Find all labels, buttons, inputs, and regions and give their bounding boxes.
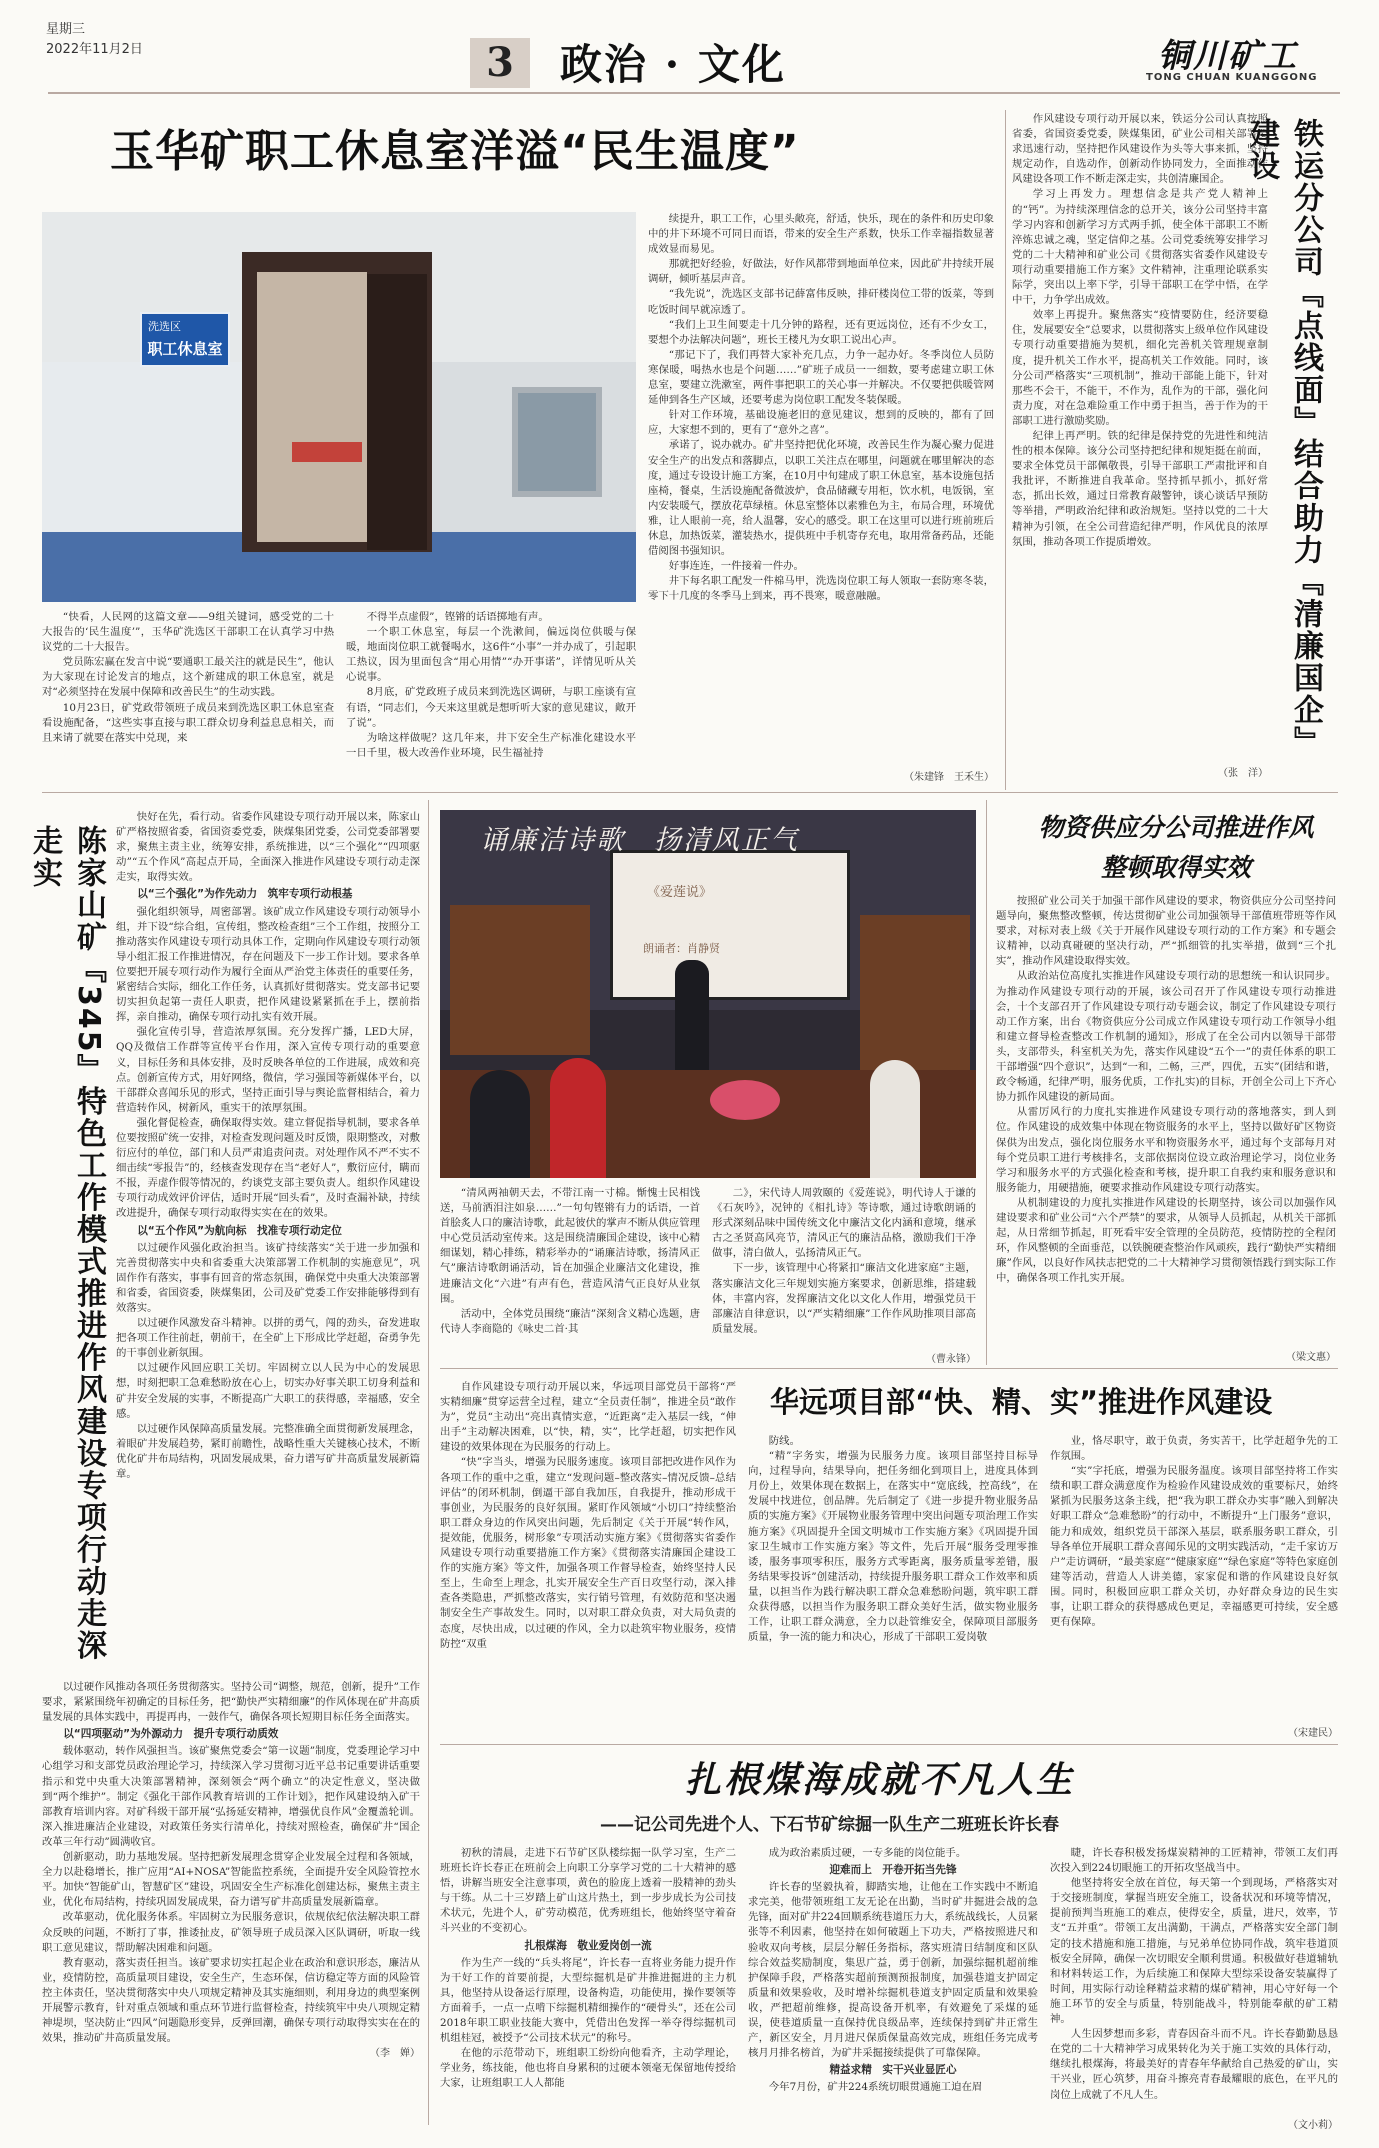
a2-author: （张 洋）	[1218, 768, 1268, 779]
a7-title: 扎根煤海成就不凡人生	[684, 1760, 1075, 1801]
a3-title: 陈家山矿『345』特色工作模式推进作风建设专项行动走深走实	[27, 825, 106, 1662]
a7-col2	[748, 1846, 1038, 2126]
a3-subhead-2: 以“五个作风”为航向标 找准专项行动定位	[137, 1224, 342, 1237]
a1-col2-para: 8月底，矿党政班子成员来到洗选区调研，与职工座谈有宣有语，“同志们，今天来这里就是想听听大家的意见建议，敞开了说”。	[346, 686, 636, 729]
a7-col3	[1050, 1846, 1338, 2114]
a3-para: 以过硬作风强化政治担当。该矿持续落实“关于进一步加强和完善贯彻落实中央和省委重大决策部署工作机制的实施意见”，巩固作作有落实，事事有回音的常态氛围，确保党中央重大决策部署和省委，省国资委，陕煤集团，公司及矿党委工作安排能够得到有效落实。	[116, 1241, 420, 1314]
a1-photo-sign-line1: 洗选区	[148, 320, 181, 333]
a7-col1	[440, 1846, 736, 2126]
a1-col3-para: 承诺了，说办就办。矿井坚持把优化环境，改善民生作为凝心聚力促进安全生产的出发点和落脚点，以职工关注点在哪里，问题就在哪里解决的态度，通过专设设计施工方案，在10月中旬建成了职工休息室，基本设施包括座椅，餐桌，生活设施配备微波炉，食品储藏专用柜，饮水机，电饭锅，室内安装暖气，摆放花草绿植。休息室整体以素雅色为主，布局合理，环境优雅，让人眼前一亮，给人温馨，安心的感受。职工在这里可以进行班前班后休息，加热饭菜，灌装热水，提供班中手机寄存充电，取用常备药品，还能借阅图书强知识。	[648, 439, 994, 558]
a1-col3-para: 好事连连，一件接着一件办。	[668, 560, 804, 573]
a6-col2-para: “精”字务实，增强为民服务力度。该项目部坚持目标导向，过程导向，结果导向，把任务细化到项目上，进度具体到月份上，效果体现在数据上，在落实中“宽底线，控高线”，在发展中找进位，创品牌。先后制定了《进一步提升物业服务品质的实施方案》《开展物业服务管理中突出问题专项治理工作实施方案》《巩固提升全国文明城市工作实施方案》《巩固提升国家卫生城市工作实施方案》等文件，先后开展“服务受理零推诿，服务事项零积压，服务方式零距离，服务质量零差错，服务结果零投诉”创建活动，持续提升服务职工群众工作效率和质量，以担当作为践行解决职工群众急难愁盼问题，筑牢职工群众获得感，以担当作为服务职工群众美好生活，做实物业服务工作，让职工群众满意，全力以赴管维安全，保障项目部服务质量，争一流的能力和决心，形成了干部职工爱岗敬	[748, 1450, 1038, 1644]
a1-col3	[648, 212, 994, 767]
a3-col-bottom	[42, 1680, 420, 2120]
a5-para: 从机制建设的力度扎实推进作风建设的长期坚持，该公司以加强作风建设要求和矿业公司“六个严禁”的要求，从领导人员抓起，从机关干部抓起，从日常细节抓起，盯死看牢安全管理的全员防范，疫情防控的全程闭环，作风整顿的全面垂范，以铁腕硬查整治作风顽疾，践行“勤快严实精细廉”作风，以良好作风扶志把党的二十大精神学习贯彻领悟践行到实际工作中，确保各项工作扎实开展。	[996, 1196, 1336, 1285]
a3-para: 以过硬作风保障高质量发展。完整准确全面贯彻新发展理念，着眼矿井发展趋势，紧盯前瞻性，战略性重大关键核心技术，不断优化矿井布局结构，巩固发展成果，奋力谱写矿井高质量发展新篇章。	[116, 1422, 420, 1481]
a4-photo-speaker	[675, 960, 709, 1070]
a7-col3-para: 睫，许长春积极发扬煤炭精神的工匠精神，带领工友们再次投入到224切眼施工的开拓攻坚战当中。	[1050, 1847, 1338, 1875]
a4-photo-flowers	[710, 1080, 780, 1120]
mid-rule-3	[440, 1744, 1338, 1745]
a2-divider	[1005, 110, 1006, 790]
a5-para: 按照矿业公司关于加强干部作风建设的要求，物资供应分公司坚持问题导向，聚焦整改整顿，传达贯彻矿业公司加强领导干部值班带班等作风要求，对标对表上级《关于开展作风建设专项行动的工作方案》和专题会议精神，以动真碰硬的坚决行动，严“抓细管的扎实举措，做到“三个扎实”，推动作风建设取得实效。	[996, 895, 1336, 968]
a1-col3-para: “我先说”，洗选区支部书记薛富伟反映，排矸楼岗位工带的饭菜，等到吃饭时间早就凉透了。	[648, 288, 994, 316]
a3-col-top	[116, 810, 420, 1675]
a1-photo-door-interior	[257, 272, 367, 542]
a2-body	[1012, 112, 1268, 780]
paper-pinyin: TONG CHUAN KUANGGONG	[1146, 72, 1318, 83]
a3-lead: 快好在先，看行动。省委作风建设专项行动开展以来，陈家山矿严格按照省委，省国资委党委，陕煤集团党委，公司党委部署要求，聚焦主责主业，统筹安排，系统推进，以“三个强化”“四项驱动”“五个作风”高起点开局，全面深入推进作风建设专项行动走深走实，取得实效。	[116, 811, 420, 884]
a7-subtitle: ——记公司先进个人、下石节矿综掘一队生产二班班长许长春	[600, 1815, 1059, 1835]
a2-para: 纪律上再严明。铁的纪律是保持党的先进性和纯洁性的根本保障。该分公司坚持把纪律和规矩挺在前面，要求全体党员干部佩敬畏，引导干部职工严肃批评和自我批评，不断推进自我革命。坚持抓早抓小，抓好常态，抓出长效，通过日常教育敲警钟，谈心谈话早预防等举措，严明政治纪律和政治规矩。坚持以党的二十大精神为引领，在全公司营造纪律严明，作风优良的浓厚氛围，推动各项工作提质增效。	[1012, 429, 1268, 548]
a4-photo-audience-2	[550, 1058, 606, 1178]
a7-subhead-2: 扎根煤海 敬业爱岗创一流	[524, 1939, 652, 1952]
page-header	[0, 0, 1379, 100]
a4-screen-sub: 朗诵者：肖静贤	[643, 942, 720, 955]
a6-col3-para: “实”字托底，增强为民服务温度。该项目部坚持将工作实绩和职工群众满意度作为检验作风建设成效的重要标尺，始终紧抓为民服务这条主线，把“我为职工群众办实事”融入到解决好职工群众“急难愁盼”的行动中，不断提升“上门服务”意识，能力和成效，组织党员干部深入基层，联系服务职工群众，引导各单位开展职工群众喜闻乐见的文明实践活动，“走千家访万户”走访调研，“最美家庭”“健康家庭”“绿色家庭”等特色家庭创建等活动，营造人人讲美德，家家促和谐的作风建设良好氛围。同时，积极回应职工群众关切，办好群众身边的民生实事，让职工群众的获得感成色更足，幸福感更可持续，安全感更有保障。	[1050, 1465, 1338, 1629]
a5-para: 从政治站位高度扎实推进作风建设专项行动的思想统一和认识同步。为推动作风建设专项行动的开展，该公司召开了作风建设专项行动推进会，十个支部召开了作风建设专项行动专题会议，制定了作风建设专项行动工作方案，出台《物资供应分公司成立作风建设专项行动工作领导小组和建立督导检查整改工作机制的通知》，形成了在全公司内以领导干部带头，支部带头，科室机关为先，落实作风建设“五个一”的责任体系的职工干部增强“四个意识”，达到“一和，二畅，三严，四优，五实”(团结和谐，政令畅通，纪律严明，服务优质，工作扎实)的目标，开创全公司上下齐心协力抓作风建设的新局面。	[996, 970, 1336, 1104]
a4-screen-title: 《爱莲说》	[647, 885, 713, 900]
a4-col1-para: 活动中，全体党员围绕“廉洁”深刻含义精心选题，唐代诗人李商隐的《咏史二首·其	[440, 1307, 701, 1335]
a1-col3-para: 续提升，职工工作，心里头敞亮，舒适，快乐，现在的条件和历史印象中的井下环境不可同日而语，带来的安全生产系数，快乐工作幸福指数显著成效显而易见。	[648, 213, 994, 256]
a1-col3-para: 针对工作环境，基础设施老旧的意见建议，想到的反映的，都有了回应，大家想不到的，更有了“意外之喜”。	[648, 409, 994, 437]
a7-subhead-1: 迎难而上 开卷开拓当先锋	[829, 1864, 957, 1877]
a4-photo-audience-1	[470, 1070, 530, 1178]
a7-col2-para: 今年7月份，矿井224系统切眼贯通施工迫在眉	[768, 2081, 983, 2094]
a7-subhead-3: 精益求精 实干兴业显匠心	[829, 2064, 957, 2077]
a6-col1	[440, 1380, 736, 1740]
a6-col2-para: 防线。	[768, 1435, 800, 1447]
a1-col2-para: 一个职工休息室，每层一个洗漱间，偏远岗位供暖与保暖，地面岗位职工就餐喝水，这6件“小事”一并办成了，引起职工热议，因为里面包含“用心用情”“办开事诺”，详情见听从关心说事。	[346, 626, 636, 684]
a2-para: 学习上再发力。理想信念是共产党人精神上的“钙”。为持续深理信念的总开关，该分公司坚持丰富学习内容和创新学习方式两手抓，使全体干部职工不断淬炼忠诚之魂，坚定信仰之基。公司党委统筹安排学习党的二十大精神和矿业公司《贯彻落实省委作风建设专项行动重要措施工作方案》文件精神，注重理论联系实际学，突出以上率下学，引导干部职工在学中悟，在学中干，力争学出成效。	[1012, 188, 1268, 307]
a7-col3-para: 人生因梦想而多彩，青春因奋斗而不凡。许长春勤勤恳恳在党的二十大精神学习成果转化为关于施工实效的具体行动，继续扎根煤海，将最美好的青春年华献给自己热爱的矿山，实干兴业，匠心筑梦，用奋斗擦亮青春最耀眼的底色，在平凡的岗位上成就了不凡人生。	[1050, 2028, 1338, 2101]
a1-photo-window	[512, 387, 602, 497]
a1-photo-sign-line2: 职工休息室	[147, 340, 223, 358]
a4-col2	[712, 1186, 976, 1356]
a3-para: 创新驱动，助力基地发展。坚持把新发展理念贯穿企业发展全过程和各领域，全力以赴稳增长，推广应用“AI+NOSA”智能监控系统，全面提升安全风险管控水平。加快“智能矿山，智慧矿区”建设，巩固安全生产标准化创建达标，聚焦主责主业，优化布局结构，持续巩固发展成果，奋力谱写矿井高质量发展新篇章。	[42, 1851, 420, 1909]
a4-photo-screen	[610, 850, 850, 1000]
a3-para: 改革驱动，优化服务体系。牢固树立为民服务意识，依规依纪依法解决职工群众反映的问题，不断打了事，推诿扯皮，矿领导班子成员深入区队调研，听取一线职工意见建议，帮助解决困难和问题。	[42, 1911, 420, 1954]
a1-col1	[42, 610, 334, 780]
a7-col2-para: 许长春的坚毅执着，脚踏实地，让他在工作实践中不断追求完美，他带领班组工友无论在出勤，当时矿井掘进会战的急先锋，面对矿井224回顺系统巷道压力大，系统战线长，人员紧张等不利因素，他坚持在如何破题上下功夫，严格按照进尺和验收双向考核，层层分解任务指标，落实班清日结制度和区队综合效益奖励制度，集思广益，勇于创新，加强综掘机超前维护保障手段，严格落实超前预测预报制度，加强巷道支护固定质量和效果验收，及时增补综掘机巷道支护固定质量和效果验收，严把超前维修，提高设备开机率，有效避免了采煤的延误，使巷道质量一直保持优良级品率，连续保持到矿井正常生产，新区安全，月月进尺保质保量高效完成，班组任务完成考核月月排名榜首，为矿井采掘接续提供了可靠保障。	[748, 1881, 1038, 2060]
mid-rule-2	[440, 1368, 1338, 1369]
a1-author: （朱建锋 王禾生）	[904, 772, 994, 783]
a5-author: （梁文惠）	[1286, 1352, 1336, 1363]
a6-author: （宋建民）	[1288, 1728, 1338, 1739]
a1-photo-sign	[140, 312, 230, 367]
a4-photo	[440, 810, 976, 1178]
a6-col2	[748, 1434, 1038, 1734]
a1-col3-para: 井下每名职工配发一件棉马甲，洗选岗位职工每人领取一套防寒冬装，零下十几度的冬季马上到来，再不畏寒，暖意融融。	[648, 575, 994, 603]
a1-col3-para: “我们上卫生间要走十几分钟的路程，还有更远岗位，还有不少女工，要想个办法解决问题”，班长王楼凡为女职工说出心声。	[648, 318, 994, 346]
page-number-text: 3	[486, 39, 514, 86]
a3-para: 以过硬作风激发奋斗精神。以拼的勇气，闯的劲头，奋发进取把各项工作往前赶，朝前干，在全矿上下形成比学赶超，奋勇争先的干事创业新氛围。	[116, 1317, 420, 1360]
a1-col2-para: 不得半点虚假”，铿锵的话语掷地有声。	[366, 611, 549, 623]
a1-col2-para: 为啥这样做呢？这几年来，井下安全生产标准化建设水平一日千里，极大改善作业环境，民生福祉持	[346, 731, 636, 759]
a7-col1-para: 作为生产一线的“兵头将尾”，许长春一直将业务能力提升作为干好工作的首要前提，大型综掘机是矿井推进掘进的主力机具，他坚持从设备运行原理，设备构造，功能使用，操作要领等方面着手，一点一点啃下综掘机精细操作的“硬骨头”，还在公司2018年职工职业技能大赛中，凭借出色发挥一举夺得综掘机司机组桂冠，被授予“公司技术状元”的称号。	[440, 1956, 736, 2045]
a6-col1-para: 自作风建设专项行动开展以来，华远项目部党员干部将“严实精细廉”贯穿运营全过程，建立“全员责任制”，推进全员“敢作为”，党员“主动出“亮出真情实意，“近距离”走入基层一线，“伸出手”主动解决困难，以“快，精，实”，比学赶超，切实把作风建设的效果体现在为民服务的行动上。	[440, 1381, 736, 1454]
a4-photo-shelf-left	[450, 905, 590, 1055]
a5-para: 从雷厉风行的力度扎实推进作风建设专项行动的落地落实，到人到位。作风建设的成效集中体现在物资服务的水平上，坚持以做好矿区物资保供为出发点，强化岗位服务水平和物资服务水平，通过每个支部每月对每个党员职工进行考核排名，支部依据岗位设立政治理论学习，岗位业务学习和服务水平的方式强化检查和考核，提升职工自我约束和服务意识和服务能力，用硬措施，硬要求推动作风建设专项行动落实。	[996, 1106, 1336, 1194]
a7-col2-para: 成为政治素质过硬，一专多能的岗位能手。	[768, 1847, 967, 1859]
a2-title: 铁运分公司『点线面』结合助力『清廉国企』建设	[1244, 118, 1323, 758]
issue-date: 2022年11月2日	[46, 42, 143, 57]
mid-rule-1	[42, 792, 1338, 793]
a4-author: （曹永锋）	[926, 1354, 976, 1365]
a4-col1-para: “清风两袖朝天去，不带江南一寸棉。惭愧士民相饯送，马前洒泪注如泉……”一句句铿锵有力的话语，一首首脍炙人口的廉洁诗歌，此起彼伏的掌声不断从供应管理中心党员活动室传来。这是围绕清廉国企建设，该中心精细谋划，精心排练，精彩举办的“诵廉洁诗歌，扬清风正气”廉洁诗歌朗诵活动，旨在加强企业廉洁文化建设，推进廉洁文化“六进”有声有色，营造风清气正良好从业氛围。	[440, 1187, 700, 1305]
a3-author: （李 婵）	[370, 2048, 420, 2060]
a4-col2-para: 下一步，该管理中心将紧扣“廉洁文化进家庭”主题，落实廉洁文化三年规划实施方案要求，创新思维，搭建载体，丰富内容，发挥廉洁文化以文化人作用，增强党员干部廉洁自律意识，以“严实精细廉”工作作风助推项目部高质量发展。	[712, 1262, 976, 1335]
paper-name: 铜川矿工	[1158, 36, 1298, 75]
a4-photo-banner: 诵廉洁诗歌 扬清风正气	[480, 825, 799, 856]
a2-para: 作风建设专项行动开展以来，铁运分公司认真按照省委，省国资委党委，陕煤集团，矿业公司相关部署要求迅速行动，坚持把作风建设作为头等大事来抓，坚持规定动作，自选动作，创新动作协同发力，全面推动作风建设各项工作不断走深走实，共创清廉国企。	[1012, 113, 1268, 186]
a3-para: 强化督促检查，确保取得实效。建立督促指导机制，要求各单位要按照矿统一安排，对检查发现问题及时反馈，限期整改，对敷衍应付的单位，部门和人员严肃追责问责。对处理作风不严不实不细击续“零报告”的，经核查发现存在当“老好人”，敷衍应付，瞒而不报，弄虚作假等情况的，约谈党支部主要负责人。组织作风建设专项行动成效评价评估，适时开展“回头看”，及时查漏补缺，持续改进提升，确保专项行动取得实实在在的效果。	[116, 1116, 420, 1220]
a1-photo-door-open	[367, 274, 427, 550]
a3-para: 以过硬作风推动各项任务贯彻落实。坚持公司“调整，规范，创新，提升”工作要求，紧紧围绕年初确定的目标任务，把“勤快严实精细廉”的作风体现在矿井高质量发展的具体实践中，再提再冉，一鼓作气，确保各项长短期目标任务全面落实。	[42, 1681, 420, 1724]
a6-col3	[1050, 1434, 1338, 1724]
a6-col1-para: “快”字当头，增强为民服务速度。该项目部把改进作风作为各项工作的重中之重，建立“发现问题–整改落实–情况反馈–总结评估”的闭环机制，倒逼干部自我加压，自我提升，推动形成干事创业，为民服务的良好氛围。紧盯作风领域“小切口”持续整治职工群众身边的作风突出问题，先后制定《关于开展“转作风，提效能，优服务，树形象”专项活动实施方案》《贯彻落实省委作风建设专项行动重要措施工作方案》《贯彻落实清廉国企建设工作的实施方案》等文件，加强各项工作督导检查，始终坚持人民至上，生命至上理念，扎实开展安全生产百日攻坚行动，深入排查各类隐患，严抓整改落实，实行销号管理，有效防范和坚决遏制安全生产事故发生。同时，以对职工群众负责，对大局负责的态度，尽快出成，以过硬的作风，全力以赴筑牢物业服务，疫情防控“双重	[440, 1456, 736, 1650]
section-title: 政治 · 文化	[560, 40, 786, 89]
a3-subhead-3: 以“四项驱动”为外源动力 提升专项行动质效	[63, 1728, 279, 1741]
a7-col1-para: 初秋的清晨，走进下石节矿区队楼综掘一队学习室，生产二班班长许长春正在班前会上向职工分享学习党的二十大精神的感悟，讲解当班安全注意事项，黄色的脸庞上透着一股精神的劲头与干练。从二十三岁踏上矿山这片热土，到一步步成长为公司技术状元，先进个人，矿劳动模范，优秀班组长，他始终坚守着奋斗兴业的不变初心。	[440, 1847, 736, 1935]
header-rule	[48, 92, 1340, 94]
a3-divider	[428, 800, 429, 2125]
a3-para: 强化组织领导，周密部署。该矿成立作风建设专项行动领导小组，并下设“综合组，宣传组，整改检查组”三个工作组，按照分工推动落实作风建设专项行动具体工作，定期向作风建设专项行动领导小组汇报工作推进情况，存在问题及下一步工作计划。要求各单位要把开展专项行动作为履行全面从严治党主体责任的重要任务，紧密结合实际，细化工作任务，认真抓好贯彻落实。党支部书记要切实担负起第一责任人职责，把作风建设紧紧抓在手上，摆前指挥，亲自推动，确保专项行动扎实有效开展。	[116, 905, 420, 1024]
page-number	[470, 38, 530, 88]
a3-para: 以过硬作风回应职工关切。牢固树立以人民为中心的发展思想，时刻把职工急难愁盼放在心上，切实办好事关职工切身利益和矿井安全发展的实事，不断提高广大职工的获得感，幸福感，安全感。	[116, 1362, 420, 1420]
a4-col2-para: 二》，宋代诗人周敦颐的《爱莲说》，明代诗人于谦的《石灰吟》，况钟的《相扎诗》等诗歌，通过诗歌朗诵的形式深刻品味中国传统文化中廉洁文化内涵和意境，继承古之圣贤高风亮节，清风正气的廉洁品格，激励我们干净做事，清白做人，弘扬清风正气。	[712, 1187, 976, 1260]
a1-title: 玉华矿职工休息室洋溢“民生温度”	[110, 126, 800, 177]
a1-col3-para: 那就把好经验，好做法，好作风都带到地面单位来，因此矿井持续开展调研，倾听基层声音。	[648, 258, 994, 286]
a1-col1-para: “快看，人民网的这篇文章——9组关键词，感受党的二十大报告的‘民生温度’”，玉华矿洗选区干部职工在认真学习中热议党的二十大报告。	[42, 611, 334, 654]
a5-body	[996, 894, 1336, 1346]
a7-author: （文小莉）	[1288, 2120, 1338, 2131]
a3-subhead-1: 以“三个强化”为作先动力 筑牢专项行动根基	[137, 888, 353, 901]
a1-col1-para: 党员陈宏赢在发言中说“要通职工最关注的就是民生”，他认为大家现在讨论发言的地点，这个新建成的职工休息室，就是对“必须坚持在发展中保障和改善民生”的生动实践。	[42, 656, 334, 699]
a4-photo-audience-3	[870, 1060, 920, 1178]
a3-para: 强化宣传引导，营造浓厚氛围。充分发挥广播，LED大屏，QQ及微信工作群等宣传平台作用，深入宣传专项行动的重要意义，目标任务和具体安排，及时反映各单位的工作进展，成效和亮点。创新宣传方式，用好网络，微信，学习强国等新媒体平台，以干部群众喜闻乐见的形式，坚持正面引导与舆论监督相结合，着力营造转作风，树新风，重实干的浓厚氛围。	[116, 1026, 420, 1114]
a3-para: 教育驱动，落实责任担当。该矿要求切实扛起企业在政治和意识形态，廉洁从业，疫情防控，高质量项目建设，安全生产，生态环保，信访稳定等方面的风险管控主体责任，坚决贯彻落实中央八项规定精神及其实施细则，利用身边的典型案例开展警示教育，针对重点领域和重点环节进行监督检查，持续筑牢中央八项规定精神堤坝，坚决防止“四风”问题隐形变异，反弹回潮，确保专项行动取得实实在在的效果，推动矿井高质量发展。	[42, 1956, 420, 2045]
a7-col1-para: 在他的示范带动下，班组职工纷纷向他看齐，主动学理论，学业务，练技能，他也将自身累积的过硬本领毫无保留地传授给大家，让班组职工人人都能	[440, 2047, 736, 2090]
a6-col3-para: 业，恪尽职守，敢于负责，务实苦干，比学赶超争先的工作氛围。	[1050, 1435, 1338, 1463]
a2-para: 效率上再提升。聚焦落实“疫情要防住，经济要稳住，发展要安全”总要求，以贯彻落实上级单位作风建设专项行动重要措施为契机，细化完善机关管理规章制度，提升机关工作水平，提高机关工作效能。同时，该分公司严格落实“三项机制”，推动干部能上能下，针对那些不会干，不能干，不作为，乱作为的干部，强化问责力度，对在急难险重工作中勇于担当，善于作为的干部职工进行激励奖励。	[1012, 309, 1268, 427]
a5-title: 物资供应分公司推进作风整顿取得实效	[1038, 813, 1314, 882]
a1-photo	[42, 212, 636, 602]
a5-divider	[986, 800, 987, 1365]
a3-para: 载体驱动，转作风强担当。该矿聚焦党委会“第一议题”制度，党委理论学习中心组学习和支部党员政治理论学习，持续深入学习贯彻习近平总书记重要讲话重要指示和党中央重大决策部署精神，深刻领会“两个确立”的决定性意义，坚决做到“两个维护”。制定《强化干部作风教育培训的工作计划》，把作风建设纳入矿干部教育培训内容。对矿科级干部开展“弘扬延安精神，增强优良作风”金覆盖轮训。深入推进廉洁企业建设，对政策任务实行清单化，持续对照检查，确保矿井“国企改革三年行动”圆满收官。	[42, 1745, 420, 1848]
a4-photo-shelf-right	[860, 915, 970, 1075]
a1-photo-table	[292, 442, 362, 462]
a1-col3-para: “那记下了，我们再替大家补充几点，力争一起办好。冬季岗位人员防寒保暖，喝热水也是个问题……”矿班子成员一一细数，要考虑建立职工休息室，要建立洗漱室，两件事把职工的关心事一并解决。不仅要把供暖管网延伸到各生产区域，还要考虑为岗位职工配发冬装保暖。	[648, 348, 994, 407]
a1-col2	[346, 610, 636, 780]
a6-title: 华远项目部“快、精、实”推进作风建设	[770, 1385, 1273, 1419]
a7-col3-para: 他坚持将安全放在首位，每天第一个到现场，严格落实对于交接班制度，掌握当班安全施工，设备状况和环境等情况，提前预判当班施工的难点，使得安全，质量，进尺，效率，节支“五并重”。带领工友出满勤，干满点，严格落实安全部门制定的技术措施和施工措施，与兄弟单位协同作战，筑牢巷道顶板安全屏障，确保一次切眼安全顺利贯通。积极做好巷道辅轨和材料转运工作，为后续施工和保障大型综采设备安装赢得了时间，用实际行动诠释精益求精的煤矿精神，用心守好每一个施工环节的安全与质量，特别能战斗，特别能奉献的矿工精神。	[1050, 1877, 1338, 2026]
issue-weekday: 星期三	[46, 22, 86, 37]
a4-col1	[440, 1186, 700, 1366]
a1-col1-para: 10月23日，矿党政带领班子成员来到洗选区职工休息室查看设施配备，“这些实事直接与职工群众切身利益息息相关，而且来请了就要在落实中兑现，来	[42, 701, 334, 744]
